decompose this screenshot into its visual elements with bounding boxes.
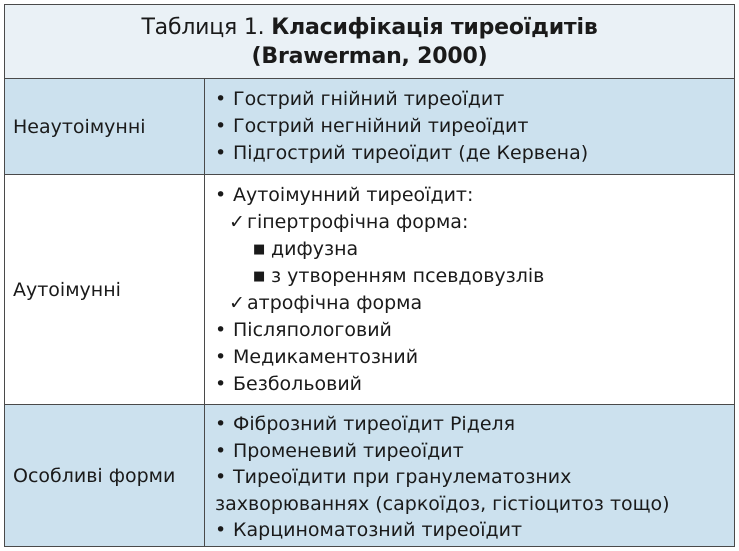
row-items [205,79,734,174]
list-item: • Фіброзний тиреоїдит Ріделя [215,411,734,438]
row-label: Особливі форми [5,405,205,546]
list-item: • Гострий негнійний тиреоїдит [215,113,734,140]
row-label: Аутоімунні [5,175,205,404]
bullet-icon: • [215,115,227,137]
bullet-icon: • [215,373,227,395]
check-icon: ✓ [229,292,245,314]
bullet-icon: • [215,184,227,206]
bullet-icon: • [215,466,227,488]
list-item: • Гострий гнійний тиреоїдит [215,86,734,113]
list-item: • Підгострий тиреоїдит (де Кервена) [215,140,734,167]
bullet-icon: • [215,142,227,164]
square-bullet-icon: ■ [253,269,266,284]
caption-source: (Brawerman, 2000) [251,44,488,69]
list-item: • Післяпологовий [215,317,734,344]
bullet-icon: • [215,519,227,541]
table-caption [5,5,734,79]
row-items [205,175,734,404]
row-items [205,405,734,546]
list-item-continuation: захворюваннях (саркоїдоз, гістіоцитоз тощо) [215,492,670,515]
bullet-icon: • [215,439,227,462]
table-row-non-autoimmune [5,79,734,175]
bullet-icon: • [215,88,227,110]
caption-line-1 [5,13,734,42]
square-bullet-icon: ■ [253,242,266,257]
sub-list-item: ✓ атрофічна форма [215,290,734,317]
sub-sub-list-item: ■ дифузна [215,236,734,263]
list-item: • Променевий тиреоїдит [215,438,734,465]
list-item: • Медикаментозний [215,344,734,371]
classification-table [4,4,735,547]
row-label: Неаутоімунні [5,79,205,174]
table-row-special-forms [5,405,734,546]
check-icon: ✓ [229,211,245,233]
table-row-autoimmune [5,175,734,405]
bullet-icon: • [215,413,227,435]
bullet-icon: • [215,346,227,368]
list-item: • Аутоімунний тиреоїдит: [215,182,734,209]
caption-prefix: Таблиця 1. [141,15,265,40]
caption-title: Класифікація тиреоїдитів [271,15,598,40]
list-item: • Безбольовий [215,371,734,398]
bullet-icon: • [215,319,227,341]
list-item: • Тиреоїдити при гранулематозних [215,464,734,491]
list-item: • Карциноматозний тиреоїдит [215,517,734,544]
sub-sub-list-item: ■ з утворенням псевдовузлів [215,263,734,290]
sub-list-item: ✓ гіпертрофічна форма: [215,209,734,236]
